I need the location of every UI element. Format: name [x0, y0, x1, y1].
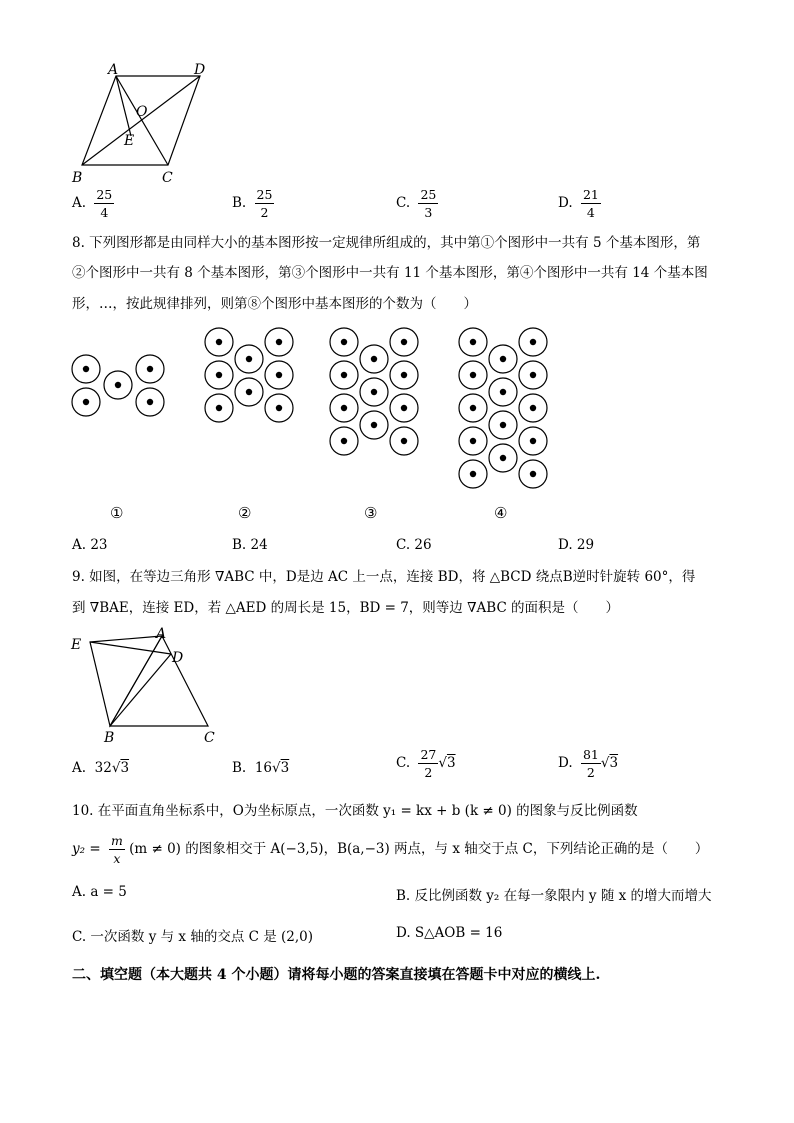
basic-shape-dot — [500, 389, 506, 395]
basic-shape-dot — [115, 382, 121, 388]
basic-shape-dot — [216, 372, 222, 378]
q7-option-a: A. $\frac{25}{4}$ — [72, 187, 113, 220]
figure-label-3: ③ — [364, 504, 378, 522]
basic-shape-dot — [371, 356, 377, 362]
q10-line-1: 10. 在平面直角坐标系中，O为坐标原点，一次函数 y₁ = kx + b (k ≠ 0) 的图象与反比例函数 — [72, 803, 638, 819]
basic-shape-dot — [341, 438, 347, 444]
label-a: A — [108, 62, 119, 78]
label-a: A — [156, 626, 167, 642]
q8-option-c: C. 26 — [396, 537, 432, 553]
label-c: C — [204, 730, 215, 746]
label-e: E — [71, 637, 82, 653]
label-d: D — [194, 62, 206, 78]
q9-option-a: A. 32√3 — [72, 760, 130, 776]
q10-option-d: D. S△AOB = 16 — [396, 925, 503, 941]
q10-option-c: C. 一次函数 y 与 x 轴的交点 C 是 (2,0) — [72, 929, 314, 945]
label-c: C — [162, 170, 173, 186]
basic-shape-dot — [371, 389, 377, 395]
basic-shape-dot — [530, 339, 536, 345]
q9-option-d: D. $\frac{81}{2}$ √3 — [558, 747, 619, 780]
figure-label-1: ① — [110, 504, 124, 522]
basic-shape-dot — [83, 399, 89, 405]
basic-shape-dot — [530, 372, 536, 378]
q7-option-c: C. $\frac{25}{3}$ — [396, 187, 437, 220]
figure-label-4: ④ — [494, 504, 508, 522]
q9-line-2: 到 ∇BAE，连接 ED，若 △AED 的周长是 15，BD = 7，则等边 ∇ABC 的面积是（ ） — [72, 600, 620, 616]
basic-shape-dot — [530, 405, 536, 411]
basic-shape-dot — [147, 399, 153, 405]
basic-shape-dot — [401, 438, 407, 444]
q8-line-2: ②个图形中一共有 8 个基本图形，第③个图形中一共有 11 个基本图形，第④个图形中一共有 14 个基本图 — [72, 265, 708, 281]
basic-shape-dot — [470, 339, 476, 345]
basic-shape-dot — [216, 339, 222, 345]
basic-shape-dot — [276, 405, 282, 411]
basic-shape-dot — [341, 405, 347, 411]
basic-shape-dot — [470, 405, 476, 411]
parallelogram-figure — [70, 58, 230, 188]
basic-shape-dot — [371, 422, 377, 428]
label-e: E — [124, 133, 135, 149]
triangle-rotation-figure — [68, 624, 228, 746]
basic-shape-dot — [341, 339, 347, 345]
basic-shape-dot — [246, 356, 252, 362]
basic-shape-dot — [500, 455, 506, 461]
q10-option-b: B. 反比例函数 y₂ 在每一象限内 y 随 x 的增大而增大 — [396, 888, 712, 904]
basic-shape-dot — [246, 389, 252, 395]
basic-shape-dot — [147, 366, 153, 372]
label-b: B — [72, 170, 83, 186]
q10-option-a: A. a = 5 — [72, 884, 127, 900]
basic-shape-dot — [276, 372, 282, 378]
q8-option-b: B. 24 — [232, 537, 268, 553]
basic-shape-dot — [470, 372, 476, 378]
basic-shape-dot — [530, 438, 536, 444]
basic-shape-dot — [341, 372, 347, 378]
label-b: B — [104, 730, 115, 746]
figure-label-2: ② — [238, 504, 252, 522]
q9-line-1: 9. 如图，在等边三角形 ∇ABC 中，D是边 AC 上一点，连接 BD，将 △BCD 绕点B逆时针旋转 60°，得 — [72, 569, 696, 585]
label-d: D — [172, 650, 184, 666]
q8-option-a: A. 23 — [72, 537, 108, 553]
basic-shape-dot — [401, 339, 407, 345]
label-o: O — [136, 104, 148, 120]
q9-option-c: C. $\frac{27}{2}$ √3 — [396, 747, 456, 780]
q8-line-3: 形，…，按此规律排列，则第⑧个图形中基本图形的个数为（ ） — [72, 296, 477, 312]
q9-option-b: B. 16√3 — [232, 760, 290, 776]
basic-shape-dot — [401, 405, 407, 411]
basic-shape-dot — [216, 405, 222, 411]
basic-shape-dot — [401, 372, 407, 378]
basic-shape-dot — [83, 366, 89, 372]
basic-shape-dot — [470, 438, 476, 444]
circle-pattern-figure — [66, 322, 566, 502]
basic-shape-dot — [530, 471, 536, 477]
q7-option-b: B. $\frac{25}{2}$ — [232, 187, 273, 220]
basic-shape-dot — [276, 339, 282, 345]
section-heading: 二、填空题（本大题共 4 个小题）请将每小题的答案直接填在答题卡中对应的横线上. — [72, 967, 601, 983]
q7-option-d: D. $\frac{21}{4}$ — [558, 187, 599, 220]
basic-shape-dot — [470, 471, 476, 477]
q10-line-2: y₂ = $\frac{m}{x}$ (m ≠ 0) 的图象相交于 A(−3,5)，B(a,−3) 两点，与 x 轴交于点 C，下列结论正确的是（ ） — [72, 833, 709, 866]
q8-option-d: D. 29 — [558, 537, 595, 553]
basic-shape-dot — [500, 356, 506, 362]
q8-line-1: 8. 下列图形都是由同样大小的基本图形按一定规律所组成的，其中第①个图形中一共有 5 个基本图形，第 — [72, 235, 701, 251]
basic-shape-dot — [500, 422, 506, 428]
